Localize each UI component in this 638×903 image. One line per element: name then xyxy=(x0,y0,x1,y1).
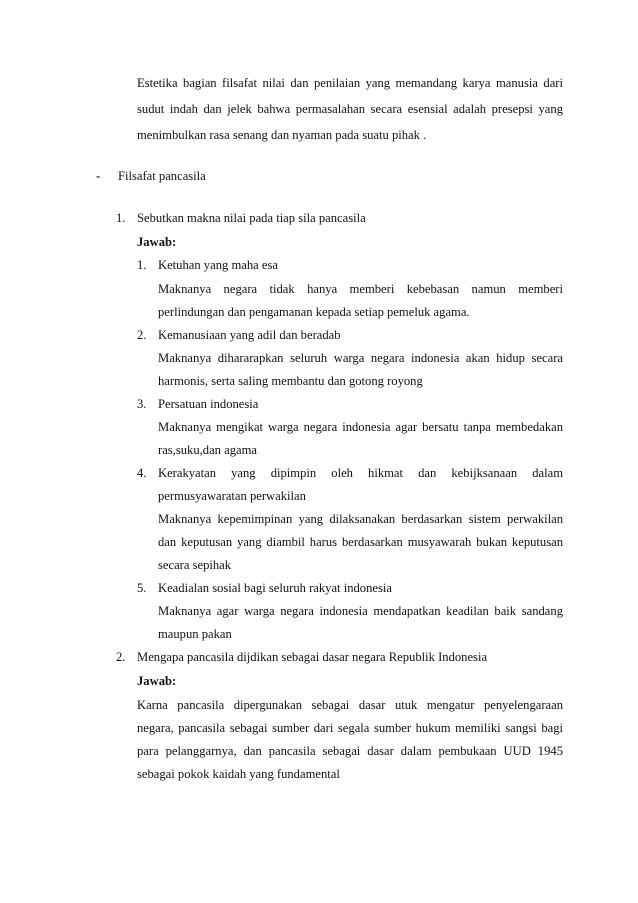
item-4-line-3: secara sepihak xyxy=(158,558,232,572)
item-1-line-2: perlindungan dan pengamanan kepada setiap pemeluk agama. xyxy=(158,305,470,319)
item-3-line-1: Maknanya mengikat warga negara indonesia agar bersatu tanpa membedakan xyxy=(158,420,563,434)
section-bullet: - xyxy=(96,169,101,183)
item-1-number: 1. xyxy=(137,258,147,272)
item-4-number: 4. xyxy=(137,466,147,480)
q1-question: Sebutkan makna nilai pada tiap sila pancasila xyxy=(137,211,366,225)
item-3-line-2: ras,suku,dan agama xyxy=(158,443,257,457)
item-2-line-2: harmonis, serta saling membantu dan gotong royong xyxy=(158,374,423,388)
item-4-title-line-2: permusyawaratan perwakilan xyxy=(158,489,306,503)
item-2-line-1: Maknanya dihararapkan seluruh warga negara indonesia akan hidup secara xyxy=(158,351,563,365)
estetika-line-1: Estetika bagian filsafat nilai dan penilaian yang memandang karya manusia dari xyxy=(137,76,563,90)
item-4-title-line-1: Kerakyatan yang dipimpin oleh hikmat dan kebijksanaan dalam xyxy=(158,466,563,480)
item-5-line-2: maupun pakan xyxy=(158,627,232,641)
q2-number: 2. xyxy=(116,650,126,664)
q2-line-1: Karna pancasila dipergunakan sebagai dasar utuk mengatur penyelengaraan xyxy=(137,698,563,712)
q2-line-2: negara, pancasila sebagai sumber dari segala sumber hukum memiliki sangsi bagi xyxy=(137,721,563,735)
estetika-line-3: menimbulkan rasa senang dan nyaman pada suatu pihak . xyxy=(137,128,427,142)
section-title: Filsafat pancasila xyxy=(118,169,206,183)
item-5-line-1: Maknanya agar warga negara indonesia mendapatkan keadilan baik sandang xyxy=(158,604,563,618)
item-3-number: 3. xyxy=(137,397,147,411)
q1-answer-label: Jawab: xyxy=(137,235,177,249)
q2-line-4: sebagai pokok kaidah yang fundamental xyxy=(137,767,340,781)
item-1-title: Ketuhan yang maha esa xyxy=(158,258,278,272)
q1-number: 1. xyxy=(116,211,126,225)
item-2-title: Kemanusiaan yang adil dan beradab xyxy=(158,328,341,342)
item-5-title: Keadialan sosial bagi seluruh rakyat indonesia xyxy=(158,581,392,595)
q2-line-3: para pelanggarnya, dan pancasila sebagai dasar dalam pembukaan UUD 1945 xyxy=(137,744,563,758)
q2-question: Mengapa pancasila dijdikan sebagai dasar negara Republik Indonesia xyxy=(137,650,488,664)
estetika-line-2: sudut indah dan jelek bahwa permasalahan secara esensial adalah presepsi yang xyxy=(137,102,563,116)
item-3-title: Persatuan indonesia xyxy=(158,397,259,411)
item-2-number: 2. xyxy=(137,328,147,342)
item-4-line-1: Maknanya kepemimpinan yang dilaksanakan berdasarkan sistem perwakilan xyxy=(158,512,563,526)
item-1-line-1: Maknanya negara tidak hanya memberi kebebasan namun memberi xyxy=(158,282,563,296)
item-4-line-2: dan keputusan yang diambil harus berdasarkan musyawarah bukan keputusan xyxy=(158,535,563,549)
item-5-number: 5. xyxy=(137,581,147,595)
q2-answer-label: Jawab: xyxy=(137,674,177,688)
